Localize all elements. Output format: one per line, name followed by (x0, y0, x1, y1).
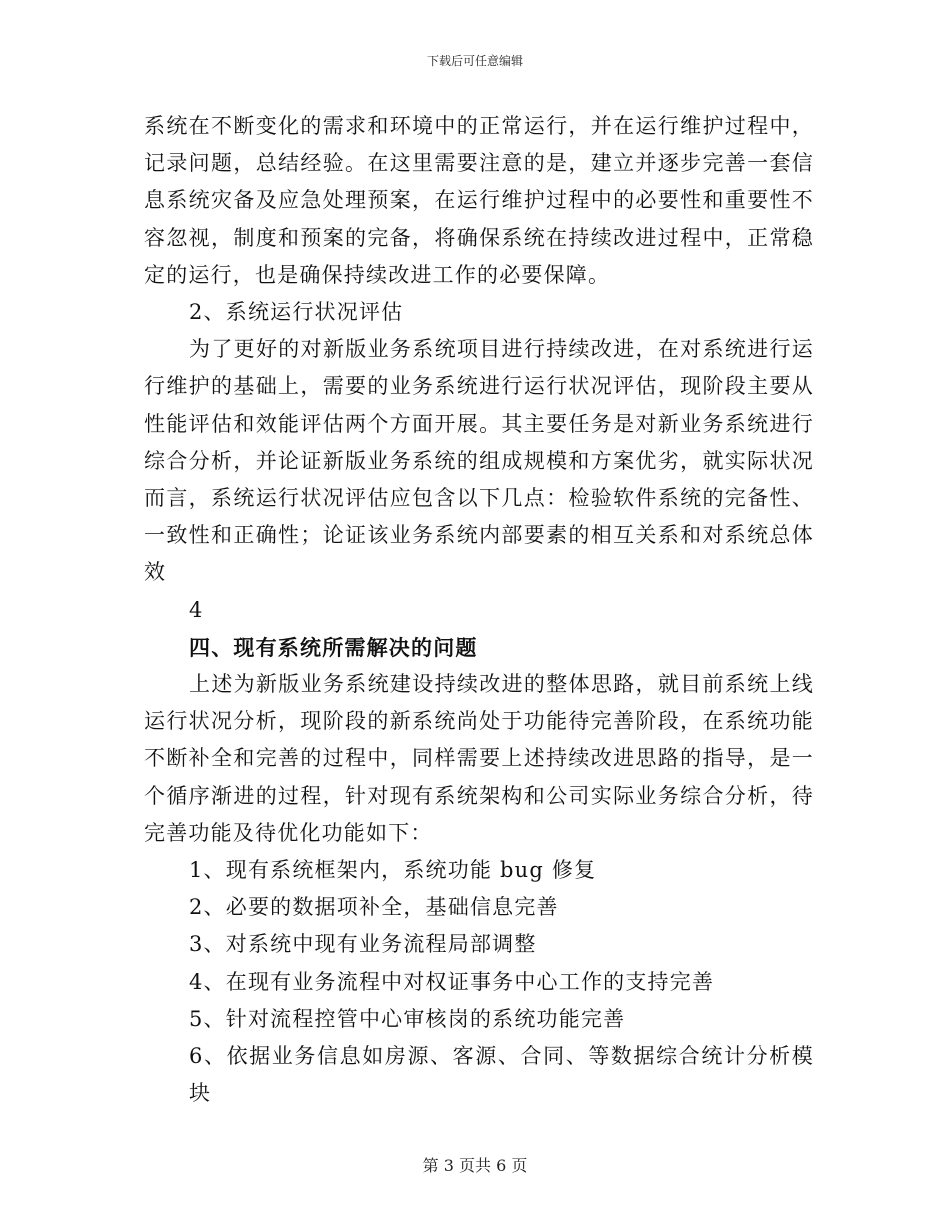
paragraph-maintenance: 系统在不断变化的需求和环境中的正常运行，并在运行维护过程中，记录问题，总结经验。在这里需要注意的是，建立并逐步完善一套信息系统灾备及应急处理预案，在运行维护过程中的必要性和重要性不容忽视，制度和预案的完备，将确保系统在持续改进过程中，正常稳定的运行，也是确保持续改进工作的必要保障。 (144, 114, 814, 287)
list-item: 3、对系统中现有业务流程局部调整 (189, 932, 537, 957)
list-item: 5、针对流程控管中心审核岗的系统功能完善 (189, 1006, 626, 1031)
paragraph-problems-intro: 上述为新版业务系统建设持续改进的整体思路，就目前系统上线运行状况分析，现阶段的新系统尚处于功能待完善阶段，在系统功能不断补全和完善的过程中，同样需要上述持续改进思路的指导，是一个循序渐进的过程，针对现有系统架构和公司实际业务综合分析，待完善功能及待优化功能如下： (144, 672, 814, 845)
inline-page-number: 4 (189, 597, 204, 622)
list-item: 2、必要的数据项补全，基础信息完善 (189, 895, 559, 920)
section-heading-problems: 四、现有系统所需解决的问题 (189, 634, 478, 660)
section-heading-status-evaluation: 2、系统运行状况评估 (189, 300, 404, 325)
list-item: 6、依据业务信息如房源、客源、合同、等数据综合统计分析模块 (189, 1044, 814, 1106)
page-footer: 第 3 页共 6 页 (422, 1156, 528, 1175)
list-item: 4、在现有业务流程中对权证事务中心工作的支持完善 (189, 969, 715, 994)
list-item: 1、现有系统框架内，系统功能 bug 修复 (189, 858, 597, 883)
document-body (144, 108, 814, 1112)
paragraph-evaluation: 为了更好的对新版业务系统项目进行持续改进，在对系统进行运行维护的基础上，需要的业务系统进行运行状况评估，现阶段主要从性能评估和效能评估两个方面开展。其主要任务是对新业务系统进行综合分析，并论证新版业务系统的组成规模和方案优劣，就实际状况而言，系统运行状况评估应包含以下几点：检验软件系统的完备性、一致性和正确性；论证该业务系统内部要素的相互关系和对系统总体效 (144, 337, 814, 585)
page-header: 下载后可任意编辑 (426, 54, 523, 68)
